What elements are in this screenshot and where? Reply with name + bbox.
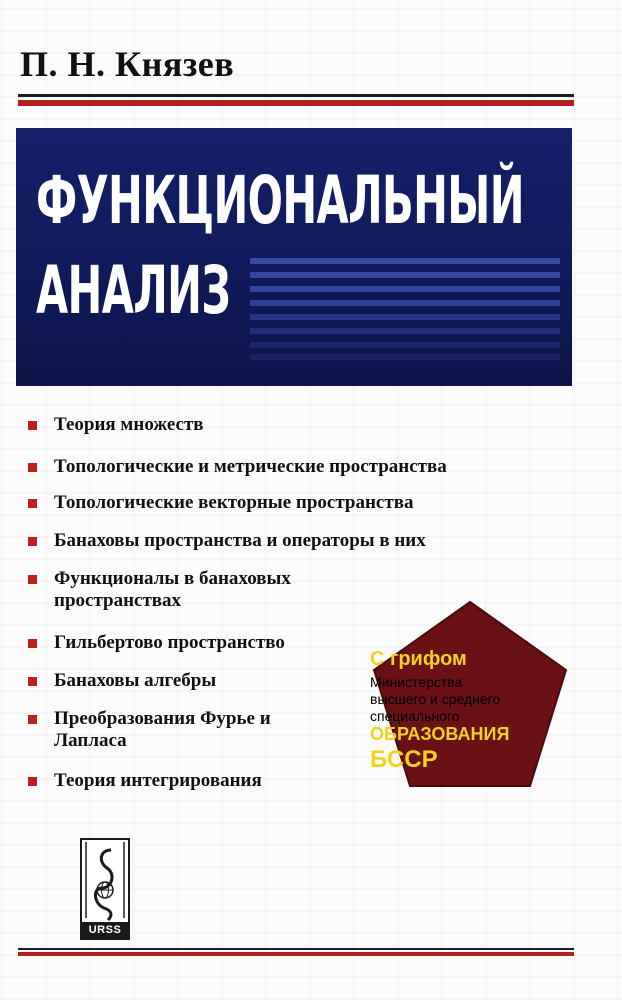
topic-label: Преобразования Фурье и Лапласа [54, 708, 271, 751]
bullet-square-icon [28, 715, 37, 724]
topic-item [26, 530, 426, 552]
seal-text-5: ОБРАЗОВАНИЯ [370, 724, 510, 744]
topic-item [26, 770, 262, 792]
bullet-square-icon [28, 463, 37, 472]
topic-item [26, 708, 294, 752]
topic-label: Топологические векторные пространства [54, 492, 414, 513]
book-title-line-2: АНАЛИЗ [36, 252, 231, 329]
publisher-logo [80, 838, 130, 940]
book-title-line-1: ФУНКЦИОНАЛЬНЫЙ [36, 162, 524, 239]
ministry-approval-seal [370, 598, 570, 790]
top-divider-red [18, 100, 574, 106]
topic-item [26, 632, 285, 654]
topic-label: Теория множеств [54, 414, 204, 435]
bullet-square-icon [28, 421, 37, 430]
seal-text-1: С грифом [370, 648, 467, 670]
topic-label: Банаховы алгебры [54, 670, 217, 691]
topic-item [26, 492, 413, 514]
seal-text-4: специального [370, 708, 460, 724]
bottom-divider-dark [18, 948, 574, 950]
bullet-square-icon [28, 499, 37, 508]
topic-item [26, 670, 216, 692]
bullet-square-icon [28, 677, 37, 686]
title-stripes-decoration [250, 252, 560, 362]
topic-item [26, 456, 447, 478]
topic-label: Теория интегрирования [54, 770, 262, 791]
bottom-divider-red [18, 952, 574, 956]
top-divider-dark [18, 94, 574, 97]
topic-label: Гильбертово пространство [54, 632, 285, 653]
seal-text-3: высшего и среднего [370, 691, 501, 707]
bullet-square-icon [28, 777, 37, 786]
seal-text-2: Министерства [370, 674, 463, 690]
seal-text-6: БССР [370, 746, 438, 773]
bullet-square-icon [28, 537, 37, 546]
topic-item [26, 568, 394, 612]
bullet-square-icon [28, 575, 37, 584]
topic-label: Функционалы в банаховых пространствах [54, 568, 291, 611]
topic-item [26, 414, 204, 436]
publisher-name: URSS [88, 924, 122, 936]
topic-label: Банаховы пространства и операторы в них [54, 530, 426, 551]
bullet-square-icon [28, 639, 37, 648]
title-block [16, 128, 572, 386]
author-name: П. Н. Князев [20, 44, 235, 84]
topic-label: Топологические и метрические пространства [54, 456, 447, 477]
